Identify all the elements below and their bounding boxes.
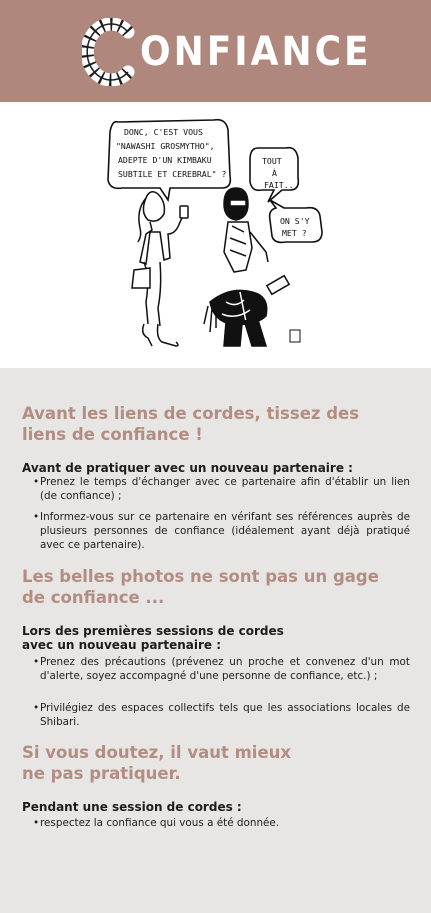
section-3-heading-line-2: ne pas pratiquer. <box>22 764 181 783</box>
bullet-dot: • <box>33 511 40 523</box>
section-3-heading-line-1: Si vous doutez, il vaut mieux <box>22 743 292 762</box>
artist-signature-icon <box>290 330 300 342</box>
bullet-dot: • <box>33 817 40 829</box>
section-2-subheading-line-2: avec un nouveau partenaire : <box>22 638 221 652</box>
bubble-right-top-line-1: TOUT <box>262 156 282 166</box>
bullet-dot: • <box>33 656 40 668</box>
section-1-bullet-1: • Prenez le temps d'échanger avec ce partenaire afin d'établir un lien (de confiance) ; <box>33 476 410 503</box>
header-banner <box>0 0 431 102</box>
bubble-right-top-line-2: À <box>272 168 277 178</box>
bubble-left-line-2: "NAWASHI GROSMYTHO", <box>116 141 215 151</box>
woman-figure <box>132 192 188 346</box>
cartoon-drawing <box>0 102 431 368</box>
page-title: ONFIANCE <box>140 29 372 75</box>
bullet-dot: • <box>33 476 40 488</box>
bubble-left-line-4: SUBTILE ET CEREBRAL" ? <box>118 169 227 179</box>
section-2-subheading-line-1: Lors des premières sessions de cordes <box>22 624 284 638</box>
section-2-heading: Les belles photos ne sont pas un gage de confiance ... <box>22 567 379 607</box>
bubble-right-bottom-line-1: ON S'Y <box>280 216 310 226</box>
bubble-left-line-3: ADEPTE D'UN KIMBAKU <box>118 155 212 165</box>
bubble-right-bottom-line-2: MET ? <box>282 228 307 238</box>
section-2-bullet-2: • Privilégiez des espaces collectifs tels que les associations locales de Shibari. <box>33 702 410 729</box>
section-1-bullet-2: • Informez-vous sur ce partenaire en vérifant ses références auprès de plusieurs personnes de confiance (idéalement ayant déjà pratiqué avec ce partenaire). <box>33 511 410 552</box>
bullet-dot: • <box>33 702 40 714</box>
cartoon-illustration <box>0 102 431 368</box>
content-panel <box>0 368 431 913</box>
section-1-subheading: Avant de pratiquer avec un nouveau partenaire : <box>22 461 353 475</box>
bubble-left-line-1: DONC, C'EST VOUS <box>124 127 203 137</box>
rope-letter-c-icon <box>82 18 138 86</box>
section-2-bullet-1: • Prenez des précautions (prévenez un proche et convenez d'un mot d'alerte, soyez accompagné d'une personne de confiance, etc.) ; <box>33 656 410 683</box>
section-1-heading: Avant les liens de cordes, tissez des liens de confiance ! <box>22 404 360 444</box>
section-3-subheading: Pendant une session de cordes : <box>22 800 242 814</box>
section-3-bullet-1: • respectez la confiance qui vous a été donnée. <box>33 817 280 829</box>
bubble-right-top-line-3: FAIT... <box>264 180 299 190</box>
